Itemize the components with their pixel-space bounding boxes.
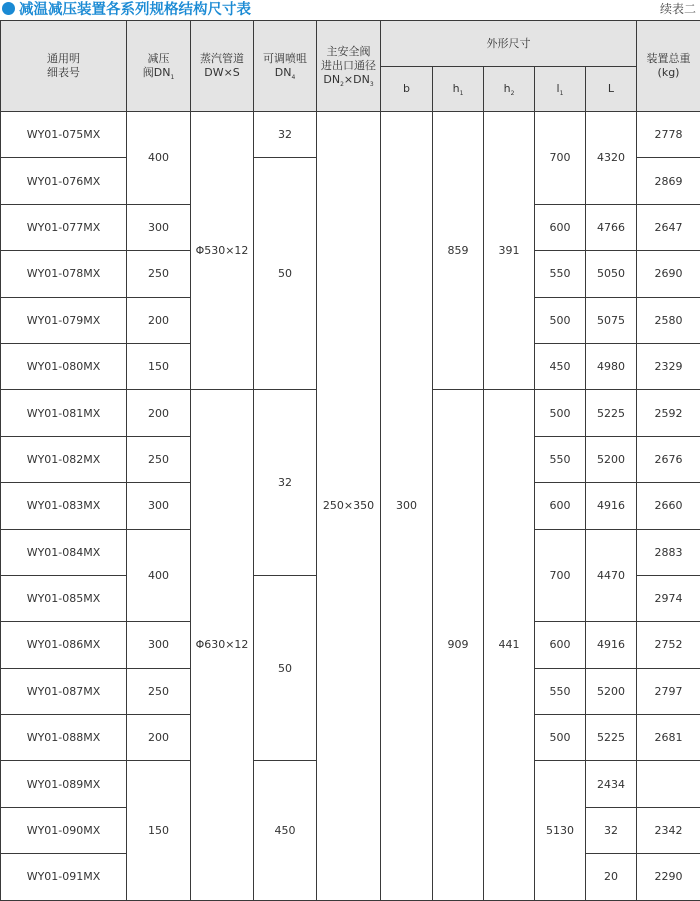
reducer-dn-cell: 250 (127, 251, 191, 297)
L-cell: 4916 (586, 622, 637, 668)
bullet-icon (2, 2, 15, 15)
weight-cell: 2676 (637, 436, 700, 482)
reducer-dn-cell: 200 (127, 390, 191, 436)
nozzle-dn-cell: 50 (254, 158, 317, 390)
model-cell: WY01-091MX (1, 854, 127, 900)
header-b: b (381, 67, 433, 112)
model-cell: WY01-081MX (1, 390, 127, 436)
weight-cell: 2592 (637, 390, 700, 436)
model-cell: WY01-089MX (1, 761, 127, 807)
nozzle-dn-cell: 32 (254, 390, 317, 576)
header-weight: 装置总重 (kg) (637, 21, 700, 112)
nozzle-dn-cell: 50 (254, 575, 317, 761)
weight-cell: 2681 (637, 715, 700, 761)
l1-cell: 600 (535, 483, 586, 529)
reducer-dn-cell: 250 (127, 436, 191, 482)
weight-cell: 2869 (637, 158, 700, 204)
L-cell: 5200 (586, 668, 637, 714)
l1-cell: 600 (535, 622, 586, 668)
model-cell: WY01-076MX (1, 158, 127, 204)
reducer-dn-cell: 300 (127, 483, 191, 529)
weight-cell: 2647 (637, 204, 700, 250)
l1-cell: 700 (535, 112, 586, 205)
nozzle-dn-cell: 32 (254, 112, 317, 158)
weight-cell: 2434 (586, 761, 637, 807)
reducer-dn-cell: 150 (127, 343, 191, 389)
l1-cell: 600 (535, 204, 586, 250)
nozzle-dn-cell: 20 (586, 854, 637, 900)
model-cell: WY01-084MX (1, 529, 127, 575)
reducer-dn-cell: 150 (127, 761, 191, 900)
weight-cell: 2883 (637, 529, 700, 575)
weight-cell: 2797 (637, 668, 700, 714)
header-l1: $l_1$ (535, 67, 586, 112)
header-model: 通用明 细表号 (1, 21, 127, 112)
reducer-dn-cell: 200 (127, 715, 191, 761)
steam-pipe-cell: Φ630×12 (191, 390, 254, 900)
model-cell: WY01-080MX (1, 343, 127, 389)
nozzle-dn-cell: 32 (586, 807, 637, 853)
l1-cell: 700 (535, 529, 586, 622)
header-safety-valve: 主安全阀 进出口通径 $DN_2\times DN_3$ (317, 21, 381, 112)
header-L: L (586, 67, 637, 112)
L-cell: 5050 (586, 251, 637, 297)
header-nozzle-dn: 可调喷咀 $DN_4$ (254, 21, 317, 112)
l1-cell: 450 (254, 761, 317, 900)
h2-cell: 391 (484, 112, 535, 390)
safety-valve-cell: 250×350 (317, 112, 381, 901)
weight-cell: 2778 (637, 112, 700, 158)
model-cell: WY01-087MX (1, 668, 127, 714)
header-h1: $h_1$ (433, 67, 484, 112)
page-title: 减温减压装置各系列规格结构尺寸表 (19, 0, 251, 19)
model-cell: WY01-082MX (1, 436, 127, 482)
reducer-dn-cell: 250 (127, 668, 191, 714)
model-cell: WY01-088MX (1, 715, 127, 761)
weight-cell: 2974 (637, 575, 700, 621)
L-cell: 5200 (586, 436, 637, 482)
b-cell: 300 (381, 112, 433, 901)
h2-cell: 441 (484, 390, 535, 900)
l1-cell: 500 (535, 297, 586, 343)
header-dimensions: 外形尺寸 (381, 21, 637, 67)
l1-cell: 550 (535, 251, 586, 297)
model-cell: WY01-090MX (1, 807, 127, 853)
weight-cell: 2660 (637, 483, 700, 529)
header-h2: $h_2$ (484, 67, 535, 112)
reducer-dn-cell: 300 (127, 204, 191, 250)
h1-cell: 859 (433, 112, 484, 390)
L-cell: 4470 (586, 529, 637, 622)
l1-cell: 550 (535, 436, 586, 482)
weight-cell: 2580 (637, 297, 700, 343)
header-reducer-dn: 减压 阀$DN_1$ (127, 21, 191, 112)
l1-cell: 450 (535, 343, 586, 389)
l1-cell: 550 (535, 668, 586, 714)
model-cell: WY01-083MX (1, 483, 127, 529)
reducer-dn-cell: 400 (127, 529, 191, 622)
model-cell: WY01-079MX (1, 297, 127, 343)
model-cell: WY01-085MX (1, 575, 127, 621)
L-cell: 5225 (586, 390, 637, 436)
spec-table (0, 20, 700, 901)
table-row (1, 112, 700, 158)
header-steam-pipe: 蒸汽管道 DW×S (191, 21, 254, 112)
title-bar (0, 0, 700, 20)
l1-cell: 500 (535, 390, 586, 436)
L-cell: 5225 (586, 715, 637, 761)
weight-cell: 2342 (637, 807, 700, 853)
weight-cell: 2752 (637, 622, 700, 668)
l1-cell: 500 (535, 715, 586, 761)
model-cell: WY01-086MX (1, 622, 127, 668)
reducer-dn-cell: 300 (127, 622, 191, 668)
weight-cell: 2290 (637, 854, 700, 900)
steam-pipe-cell: Φ530×12 (191, 112, 254, 390)
h1-cell: 909 (433, 390, 484, 900)
L-cell: 4320 (586, 112, 637, 205)
model-cell: WY01-078MX (1, 251, 127, 297)
L-cell: 4766 (586, 204, 637, 250)
weight-cell: 2329 (637, 343, 700, 389)
L-cell: 4916 (586, 483, 637, 529)
L-cell: 5075 (586, 297, 637, 343)
L-cell: 4980 (586, 343, 637, 389)
model-cell: WY01-075MX (1, 112, 127, 158)
model-cell: WY01-077MX (1, 204, 127, 250)
reducer-dn-cell: 200 (127, 297, 191, 343)
continued-label: 续表二 (660, 0, 696, 17)
weight-cell: 2690 (637, 251, 700, 297)
L-cell: 5130 (535, 761, 586, 900)
reducer-dn-cell: 400 (127, 112, 191, 205)
